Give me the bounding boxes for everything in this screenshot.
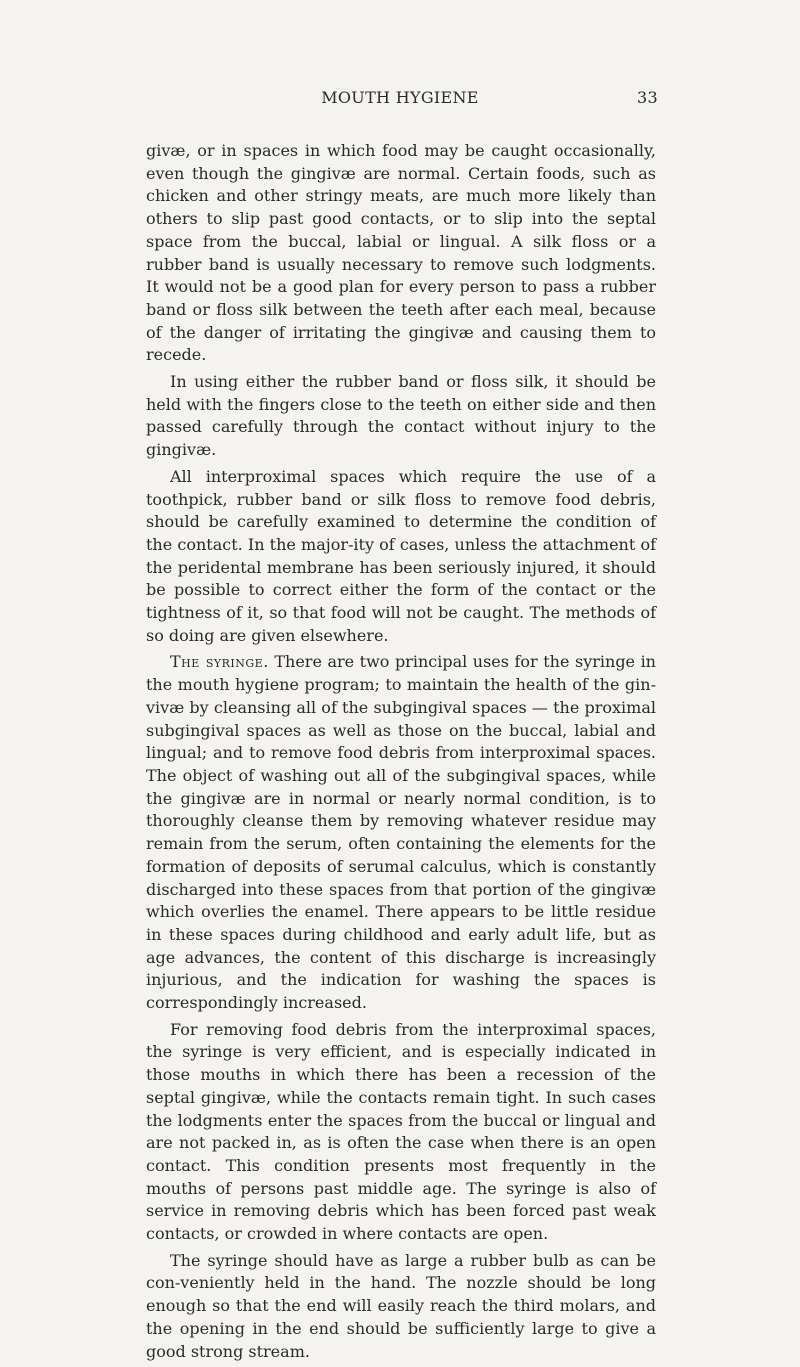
paragraph-food-debris: For removing food debris from the interproximal spaces, the syringe is very efficient, and is especially indicated in those mouths in which there has been a recession of the septal gingivæ, while the contacts remain tight. In such cases the lodgments enter the spaces from the buccal or lingual and are not packed in, as is often the case when there is an open contact. This condition presents most frequently in the mouths of persons past middle age. The syringe is also of service in removing debris which has been forced past weak contacts, or crowded in where contacts are open. — [146, 1019, 656, 1244]
paragraph-interproximal-spaces: All interproximal spaces which require the use of a toothpick, rubber band or silk floss to remove food debris, should be carefully examined to determine the condition of the contact. In the major-ity of cases, unless the attachment of the peridental membrane has been seriously injured, it should be possible to correct either the form of the contact or the tightness of it, so that food will not be caught. The methods of so doing are given elsewhere. — [146, 466, 656, 645]
section-heading-syringe: The syringe. — [170, 652, 269, 672]
paragraph-continuation: givæ, or in spaces in which food may be caught occasionally, even though the gingivæ are normal. Certain foods, such as chicken and other stringy meats, are much more likely than others to slip past good contacts, or to slip into the septal space from the buccal, labial or lingual. A silk floss or a rubber band is usually necessary to remove such lodgments. It would not be a good plan for every person to pass a rubber band or floss silk between the teeth after each meal, because of the danger of irritating the gingivæ and causing them to recede. — [146, 141, 656, 365]
page-number: 33 — [637, 88, 658, 107]
paragraph-syringe-specs: The syringe should have as large a rubber bulb as can be con-veniently held in the hand. The nozzle should be long enough so that the end will easily reach the third molars, and the opening in the end should be sufficiently large to give a good strong stream. — [146, 1250, 656, 1361]
paragraph-rubber-band: In using either the rubber band or floss silk, it should be held with the fingers close to the teeth on either side and then passed carefully through the contact without injury to the gingivæ. — [146, 372, 656, 460]
paragraph-syringe-text: There are two principal uses for the syringe in the mouth hygiene program; to maintain the health of the gin-vivæ by cleansing all of the subgingival spaces — the proximal subgingival spaces as well as those on the buccal, labial and lingual; and to remove food debris from interproximal spaces. The object of washing out all of the subgingival spaces, while the gingivæ are in normal or nearly normal condition, is to thoroughly cleanse them by removing whatever residue may remain from the serum, often containing the elements for the formation of deposits of serumal calculus, which is constantly discharged into these spaces from that portion of the gingivæ which overlies the enamel. There appears to be little residue in these spaces during childhood and early adult life, but as age advances, the content of this discharge is increasingly injurious, and the indication for washing the spaces is correspondingly increased. — [146, 652, 656, 1013]
running-title: MOUTH HYGIENE — [321, 88, 479, 107]
paragraph-syringe — [146, 651, 656, 1014]
running-head — [0, 88, 800, 110]
body-text — [146, 140, 656, 1367]
